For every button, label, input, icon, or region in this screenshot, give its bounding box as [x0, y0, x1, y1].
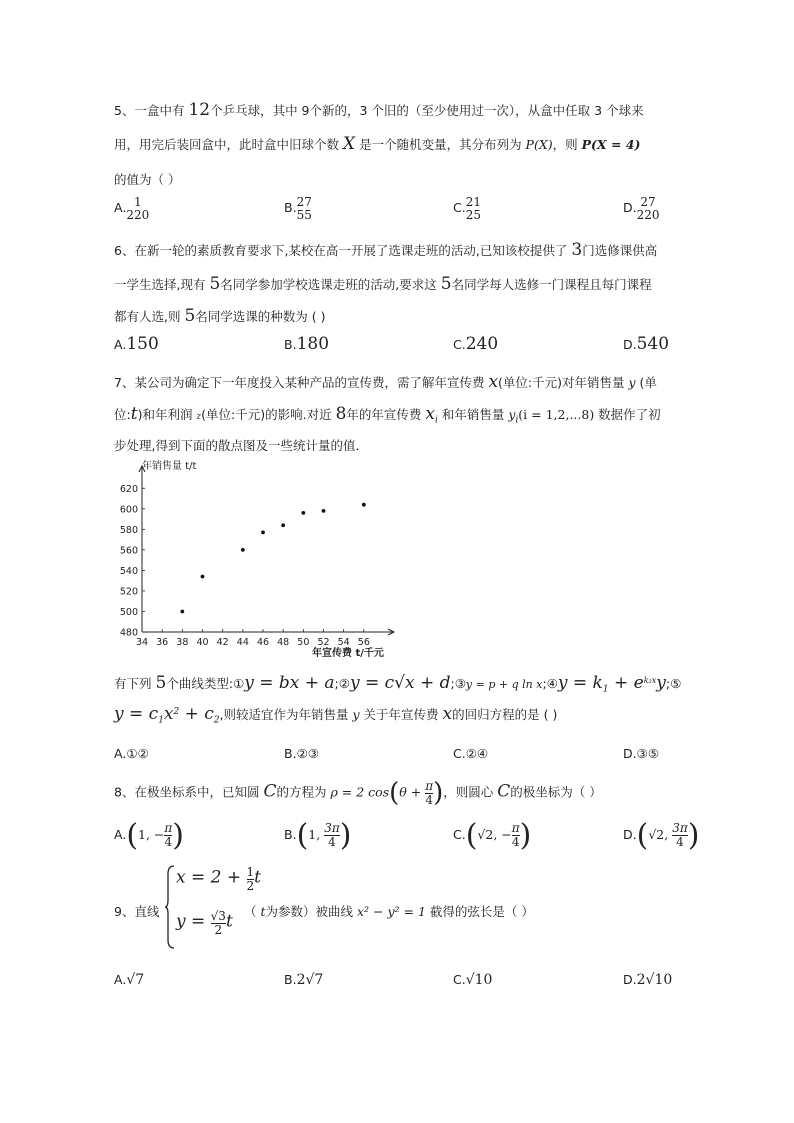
q7-line2: 位:t)和年利润 z(单位:千元)的影响.对近 8年的年宣传费 $x_i$ 和年销售量 $y_i(i = 1,2,...8)$ 数据作了初	[114, 404, 661, 426]
q9-equation-y: y = $\frac{√3}{2}$ t	[176, 909, 233, 937]
q9-equation-x: x = 2 + $\frac{1}{2}$ t	[176, 865, 261, 893]
chart-y-tick-label: 580	[119, 524, 138, 536]
chart-x-tick-label: 40	[196, 637, 209, 648]
q7-line1: 7、某公司为确定下一年度投入某种产品的宣传费，需了解年宣传费 x(单位:千元)对年销售量 y (单	[114, 372, 657, 392]
chart-point	[261, 531, 265, 535]
chart-point	[241, 548, 245, 552]
chart-ylabel: 年销售量 t/t	[142, 461, 197, 472]
q8-line1: 8、在极坐标系中，已知圆 C的方程为 ρ = 2 cos(θ + $\frac{\pi}{4}$ )，则圆心 C的极坐标为（ ）	[114, 778, 602, 808]
chart-x-tick-label: 52	[317, 637, 330, 648]
scatter-chart	[112, 458, 404, 662]
q5-line1: 5、一盒中有 12个乒乓球，其中 9个新的，3 个旧的（至少使用过一次），从盒中任取 3 个球来	[114, 100, 644, 120]
q7-line4: 有下列 5个曲线类型:①y = bx + a;②y = c√x + d;③y = p + q ln x;④y = $k_1$ + $e^{k_2x}y;⑤$	[114, 673, 682, 695]
chart-x-tick-label: 38	[176, 637, 189, 648]
chart-y-tick-label: 540	[119, 565, 138, 577]
chart-xlabel: 年宣传费 t/千元	[312, 648, 384, 659]
q8-option-d[interactable]: D.(√2, $\frac{3\pi}{4}$ )	[623, 818, 700, 853]
q5-option-c[interactable]: C. 21 25	[453, 195, 481, 222]
chart-x-tick-label: 56	[357, 637, 370, 648]
q6-line1: 6、在新一轮的素质教育要求下,某校在高一开展了选课走班的活动,已知该校提供了 3门选修课供高	[114, 240, 658, 260]
chart-x-tick-label: 46	[256, 637, 270, 648]
q5-option-b[interactable]: B. 27 55	[284, 195, 312, 222]
q6-option-b[interactable]: B.180	[284, 334, 330, 354]
chart-x-tick-label: 48	[277, 637, 290, 648]
chart-point	[362, 503, 366, 507]
q5-line2: 用，用完后装回盒中，此时盒中旧球个数 X 是一个随机变量，其分布列为 P(X)，则 P(X = 4)	[114, 134, 641, 154]
chart-x-tick-label: 34	[135, 637, 149, 648]
chart-point	[180, 610, 184, 614]
q8-option-a[interactable]: A.(1, − $\frac{\pi}{4}$ )	[114, 818, 185, 853]
q5-option-d[interactable]: D. 27 220	[623, 195, 660, 222]
q7-line5: $y = c_1x^2 + c_2$,则较适宜作为年销售量 y 关于年宣传费 x的回归方程的是 ( )	[114, 704, 558, 726]
q9-option-d[interactable]: D.2√10	[623, 972, 673, 988]
chart-x-tick-label: 36	[156, 637, 169, 648]
q6-line2: 一学生选择,现有 5名同学参加学校选课走班的活动,要求这 5名同学每人选修一门课程且每门课程	[114, 274, 652, 294]
q7-option-b[interactable]: B.②③	[284, 746, 319, 761]
chart-y-tick-label: 500	[119, 606, 138, 618]
q7-option-c[interactable]: C.②④	[453, 746, 489, 761]
q7-option-d[interactable]: D.③⑤	[623, 746, 660, 761]
q6-line3: 都有人选,则 5名同学选课的种数为 ( )	[114, 306, 326, 326]
q6-option-a[interactable]: A.150	[114, 334, 159, 354]
q5-line3: 的值为（ ）	[114, 172, 181, 187]
q9-option-a[interactable]: A.√7	[114, 972, 145, 988]
q6-option-d[interactable]: D.540	[623, 334, 670, 354]
chart-y-tick-label: 520	[119, 586, 138, 598]
chart-point	[281, 523, 285, 527]
chart-x-tick-label: 54	[337, 637, 350, 648]
chart-point	[201, 575, 205, 579]
chart-y-tick-label: 620	[119, 483, 138, 495]
chart-point	[301, 511, 305, 515]
q9-middle: （ t为参数）被曲线 x² − y² = 1 截得的弦长是（ ）	[244, 904, 534, 919]
q8-option-c[interactable]: C.(√2, − $\frac{\pi}{4}$ )	[453, 818, 532, 853]
q7-option-a[interactable]: A.①②	[114, 746, 149, 761]
q9-prefix: 9、直线	[114, 904, 160, 919]
chart-point	[322, 509, 326, 513]
q5-option-a[interactable]: A. 1 220	[114, 195, 150, 222]
q8-option-b[interactable]: B.(1, $\frac{3\pi}{4}$ )	[284, 818, 352, 853]
q6-option-c[interactable]: C.240	[453, 334, 499, 354]
chart-x-tick-label: 44	[236, 637, 249, 648]
chart-y-tick-label: 600	[119, 504, 138, 516]
chart-y-tick-label: 560	[119, 545, 138, 557]
chart-x-tick-label: 50	[297, 637, 310, 648]
q9-option-c[interactable]: C.√10	[453, 972, 493, 988]
chart-x-tick-label: 42	[216, 637, 229, 648]
q7-line3: 步处理,得到下面的散点图及一些统计量的值．	[114, 438, 368, 453]
q9-system-brace	[164, 864, 176, 950]
q9-option-b[interactable]: B.2√7	[284, 972, 324, 988]
chart-y-tick-label: 480	[119, 627, 138, 639]
